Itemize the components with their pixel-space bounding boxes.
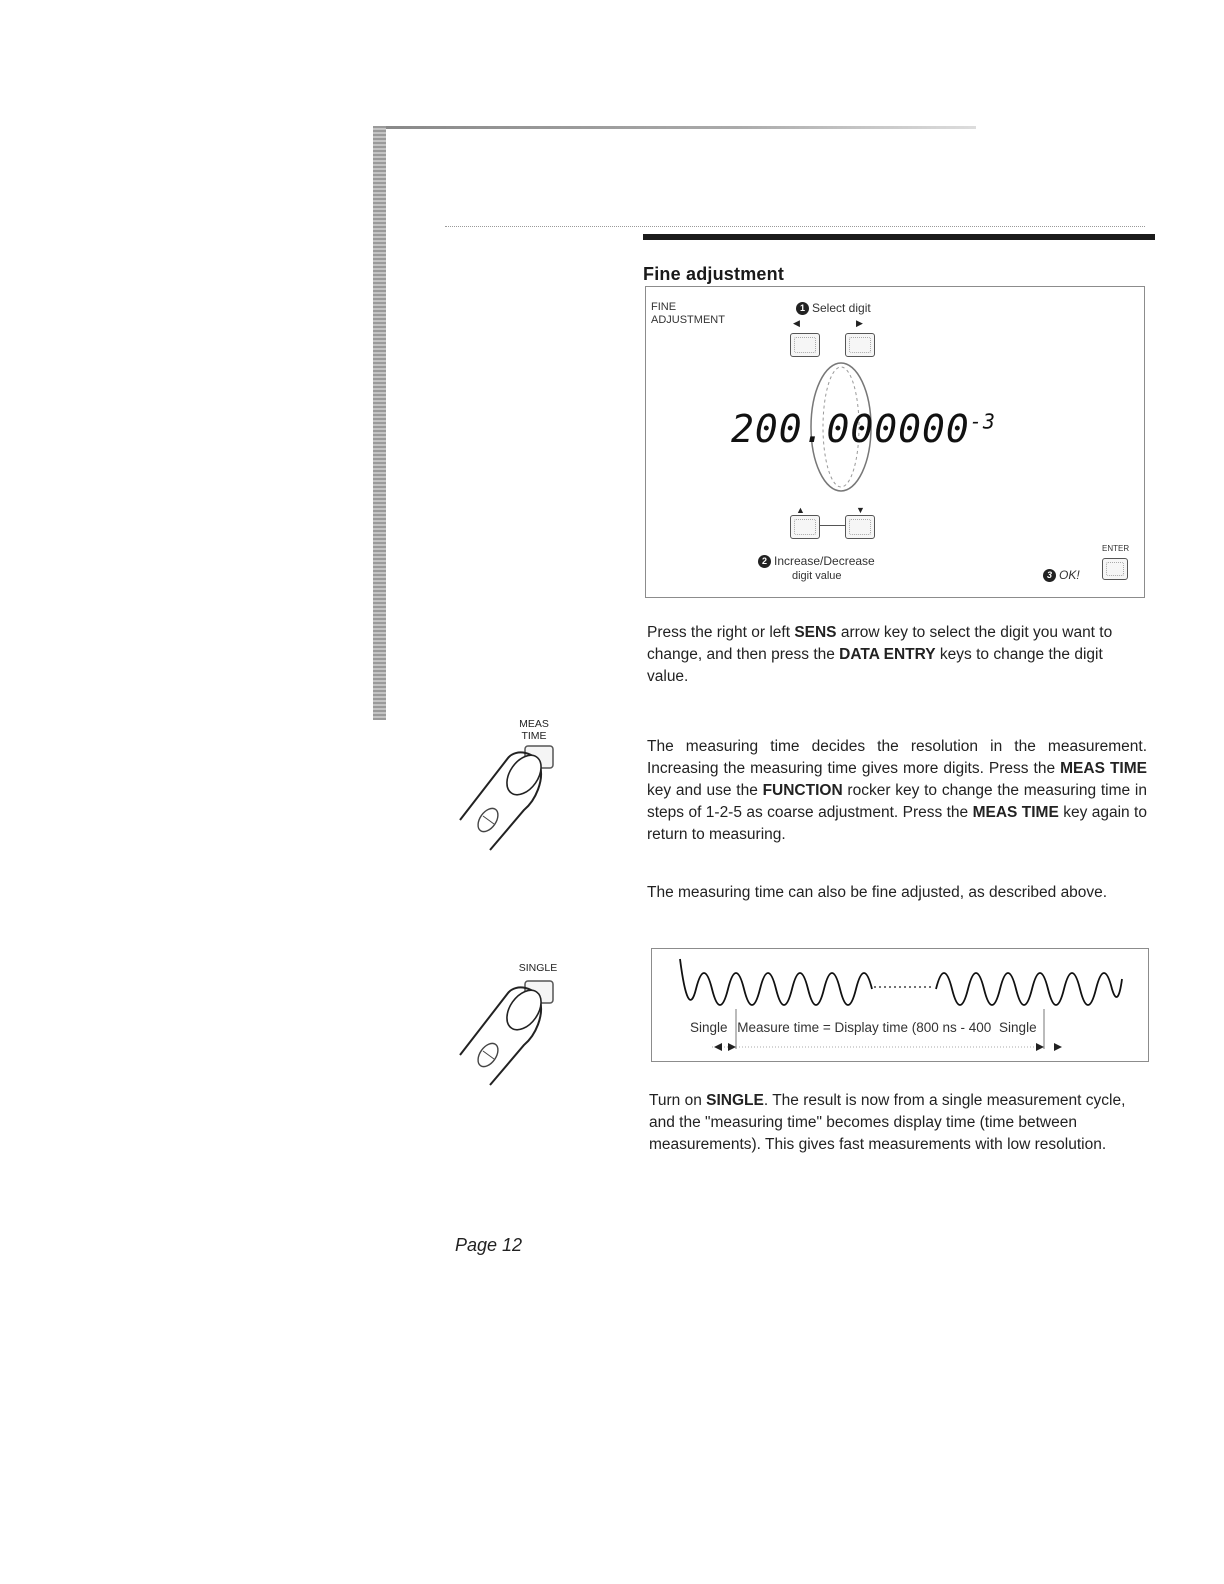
header-rule xyxy=(376,126,976,129)
dotted-divider xyxy=(445,226,1145,227)
enter-label: ENTER xyxy=(1102,544,1130,553)
up-arrow-icon: ▲ xyxy=(796,505,805,515)
paragraph-meas-time: The measuring time decides the resolution in the measurement. Increasing the measuring time gives more digits. Press the MEAS TIME key and use the FUNCTION rocker key to change the measuring time in steps of 1-2-5 as coarse adjustment. Press the MEAS TIME key again to return to measuring. xyxy=(647,738,1147,843)
step2-caption: 2 Increase/Decrease xyxy=(758,555,875,568)
sens-left-key[interactable] xyxy=(790,333,820,357)
step1-caption: 1 Select digit xyxy=(796,302,871,315)
right-arrow-icon: ▶ xyxy=(856,318,863,328)
finger-press-icon xyxy=(450,975,570,1087)
step-number-badge: 1 xyxy=(796,302,809,315)
data-entry-up-key[interactable] xyxy=(790,515,820,539)
meas-time-key-label: MEAS TIME xyxy=(519,718,549,742)
left-arrow-icon: ◀ xyxy=(793,318,800,328)
lcd-display: $200.000000^{-3}$ xyxy=(731,407,996,451)
step-number-badge: 3 xyxy=(1043,569,1056,582)
key-connector xyxy=(820,525,845,526)
down-arrow-icon: ▼ xyxy=(856,505,865,515)
enter-key[interactable] xyxy=(1102,558,1128,580)
finger-press-icon xyxy=(450,740,570,852)
paragraph-fine-adjust-note: The measuring time can also be fine adjusted, as described above. xyxy=(647,884,1108,901)
page-number: Page 12 xyxy=(455,1235,523,1255)
single-measurement-figure xyxy=(651,948,1149,1062)
step-number-badge: 2 xyxy=(758,555,771,568)
waveform-caption: Single Measure time = Display time (800 ns - 400 Single xyxy=(690,1020,1037,1035)
step3-caption: 3 OK! xyxy=(1043,569,1080,582)
fine-adjustment-figure xyxy=(645,286,1145,598)
scan-edge-bar xyxy=(373,126,386,720)
sine-waveform xyxy=(652,949,1148,1061)
single-key-label: SINGLE xyxy=(518,962,558,974)
step2-caption-line2: digit value xyxy=(792,570,842,582)
sens-right-key[interactable] xyxy=(845,333,875,357)
section-rule xyxy=(643,234,1155,240)
paragraph-sens: Press the right or left SENS arrow key to select the digit you want to change, and then press the DATA ENTRY keys to change the digit value. xyxy=(647,624,1113,685)
data-entry-down-key[interactable] xyxy=(845,515,875,539)
paragraph-single: Turn on SINGLE. The result is now from a single measurement cycle, and the "measuring time" becomes display time (time between measurements). This gives fast measurements with low resolution. xyxy=(649,1092,1126,1153)
section-title: Fine adjustment xyxy=(643,264,785,284)
figure-corner-label: FINE ADJUSTMENT xyxy=(651,301,725,326)
